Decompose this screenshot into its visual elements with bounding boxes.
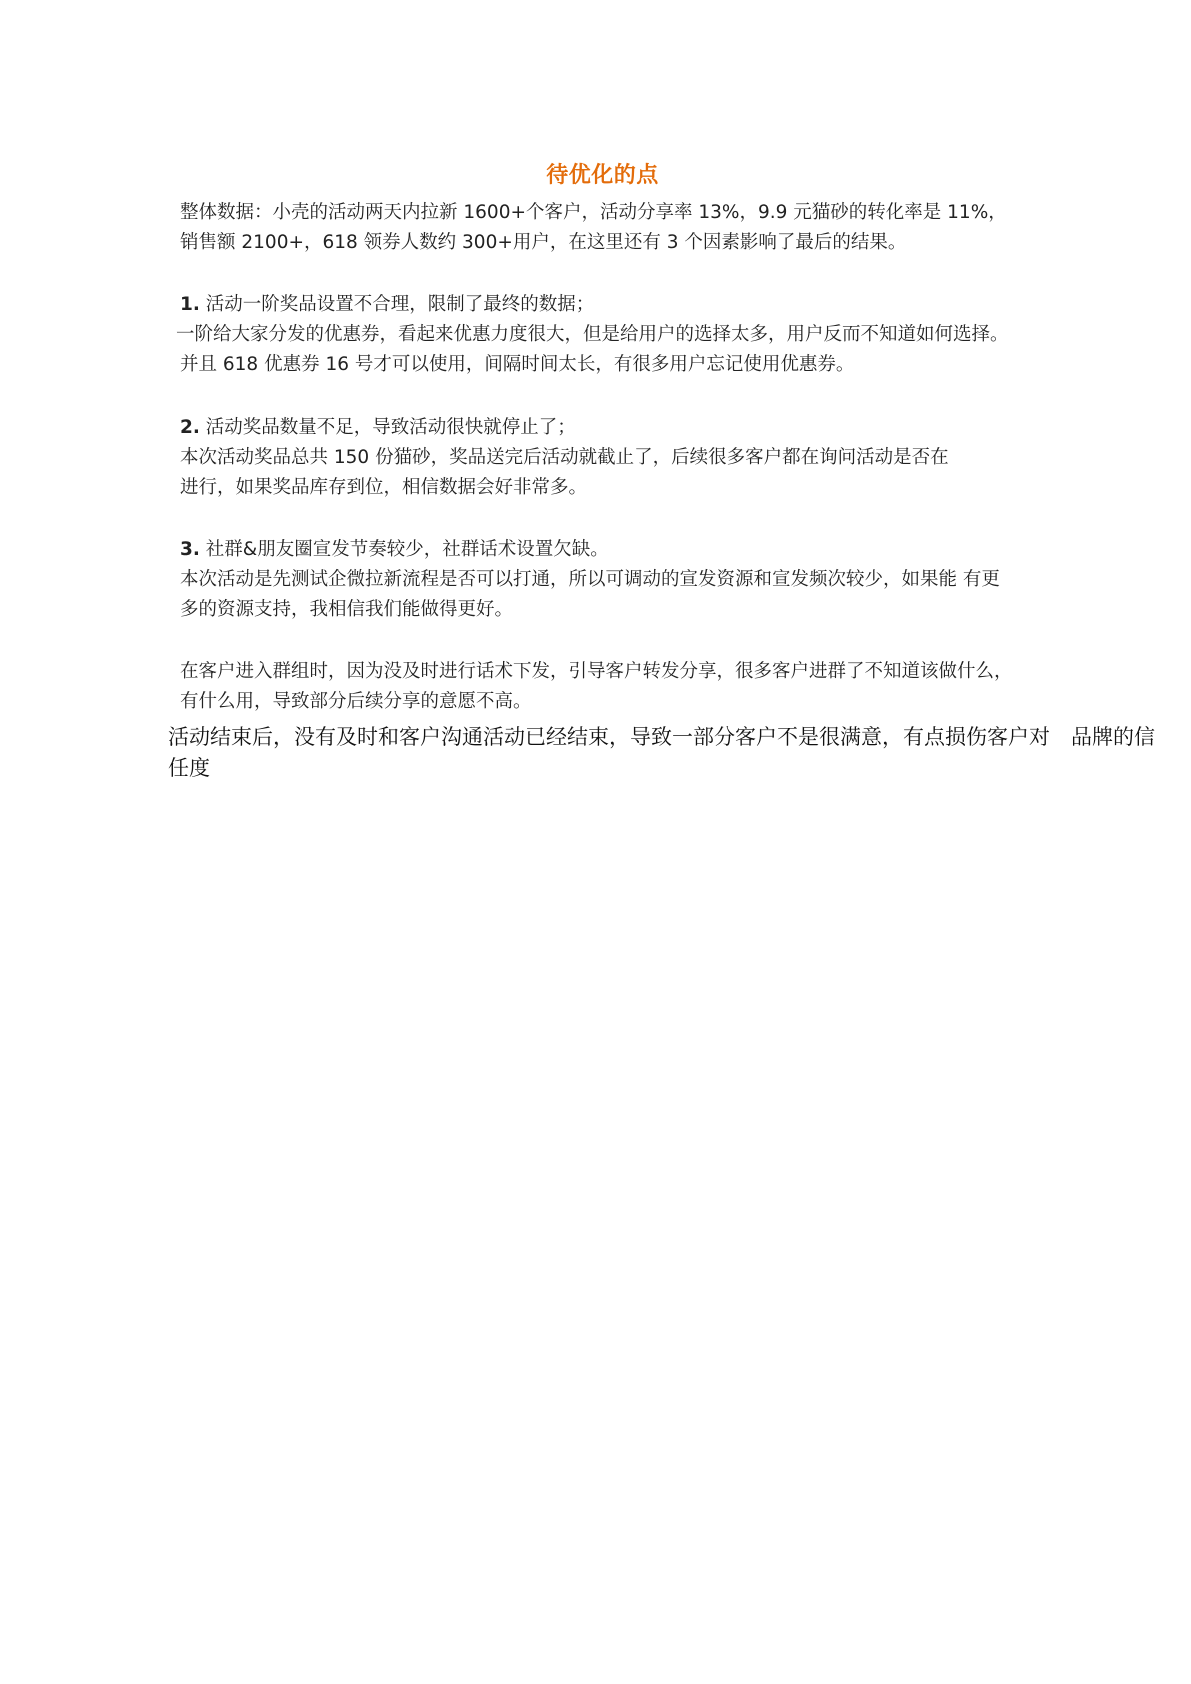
tail-paragraph [168,722,1155,784]
tail-line: 任度 [168,756,210,780]
extra-line: 有什么用，导致部分后续分享的意愿不高。 [180,691,532,712]
section-3 [180,535,1040,625]
extra-line: 在客户进入群组时，因为没及时进行话术下发，引导客户转发分享，很多客户进群了不知道该做什么， [180,661,1013,682]
section-number: 1. [180,294,200,315]
section-line: 本次活动奖品总共 150 份猫砂，奖品送完后活动就截止了，后续很多客户都在询问活动是否在 [180,447,949,468]
section-line: 本次活动是先测试企微拉新流程是否可以打通，所以可调动的宣发资源和宣发频次较少，如果能 有更 [180,569,1000,590]
section-heading-text: 社群&朋友圈宣发节奏较少，社群话术设置欠缺。 [205,539,609,560]
intro-line: 整体数据：小壳的活动两天内拉新 1600+个客户，活动分享率 13%，9.9 元猫砂的转化率是 11%， [180,202,1007,223]
section-heading-text: 活动奖品数量不足，导致活动很快就停止了； [205,417,576,438]
section-heading-text: 活动一阶奖品设置不合理，限制了最终的数据； [205,294,595,315]
section-heading [180,413,1040,443]
tail-line: 活动结束后，没有及时和客户沟通活动已经结束，导致一部分客户不是很满意，有点损伤客户对 品牌的信 [168,725,1155,749]
intro-line: 销售额 2100+，618 领券人数约 300+用户，在这里还有 3 个因素影响了最后的结果。 [180,232,907,253]
section-line: 并且 618 优惠券 16 号才可以使用，间隔时间太长，有很多用户忘记使用优惠券。 [180,354,855,375]
section-line: 多的资源支持，我相信我们能做得更好。 [180,599,514,620]
intro-paragraph [180,198,1040,258]
section-number: 3. [180,539,200,560]
page-title: 待优化的点 [546,163,659,188]
section-line: 进行，如果奖品库存到位，相信数据会好非常多。 [180,477,588,498]
extra-paragraph [180,657,1040,717]
section-1 [176,290,1040,380]
section-2 [180,413,1040,503]
section-number: 2. [180,417,200,438]
section-heading [180,535,1040,565]
section-heading [180,290,1040,320]
section-line: 一阶给大家分发的优惠券，看起来优惠力度很大，但是给用户的选择太多，用户反而不知道如何选择。 [176,324,1009,345]
